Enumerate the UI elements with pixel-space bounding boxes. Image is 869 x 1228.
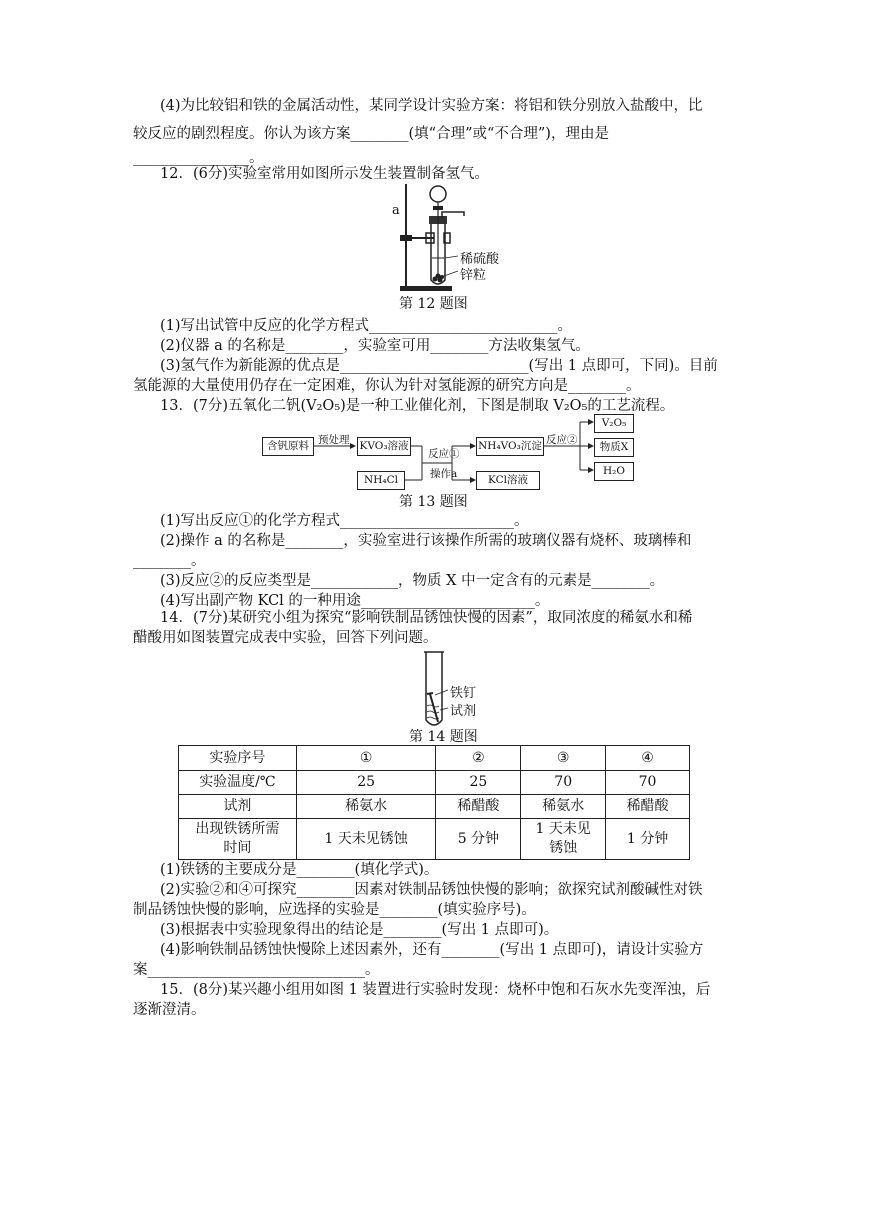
q11-4-line2: 较反应的剧烈程度。你认为该方案________(填“合理”或“不合理”)，理由是 xyxy=(133,126,609,142)
q13-part2-line2: ________。 xyxy=(133,553,206,569)
q12-label-a: a xyxy=(392,203,400,218)
table-cell: ③ xyxy=(521,746,606,771)
q13-part4: (4)写出副产物 KCl 的一种用途________________________。 xyxy=(160,593,550,609)
q14-label-reagent: 试剂 xyxy=(450,704,477,719)
q14-part3: (3)根据表中实验现象得出的结论是________(写出 1 点即可)。 xyxy=(160,922,559,938)
flow-box-substance-x: 物质X xyxy=(594,438,634,457)
table-cell: 1 天未见锈蚀 xyxy=(521,819,606,860)
flow-label-operation-a: 操作a xyxy=(430,468,458,480)
q14-part2-line1: (2)实验②和④可探究________因素对铁制品锈蚀快慢的影响；欲探究试剂酸碱性对铁 xyxy=(160,882,703,898)
table-row xyxy=(179,771,690,795)
table-cell: 稀醋酸 xyxy=(606,795,690,819)
table-cell: 5 分钟 xyxy=(436,819,521,860)
table-cell: 实验序号 xyxy=(179,746,297,771)
q13-part1: (1)写出反应①的化学方程式________________________。 xyxy=(160,513,529,529)
table-row xyxy=(179,746,690,771)
q11-4-line1: (4)为比较铝和铁的金属活动性，某同学设计实验方案：将铝和铁分别放入盐酸中，比 xyxy=(160,98,703,114)
q13-part2-line1: (2)操作 a 的名称是________，实验室进行该操作所需的玻璃仪器有烧杯、玻璃棒和 xyxy=(160,533,692,549)
table-cell: 稀醋酸 xyxy=(436,795,521,819)
q14-part4-line2: 案______________________________。 xyxy=(133,962,380,978)
flow-box-kcl-solution: KCl溶液 xyxy=(476,471,540,490)
flow-label-reaction1: 反应① xyxy=(428,448,460,460)
table-cell: 实验温度/℃ xyxy=(179,771,297,795)
q12-part3-line2: 氢能源的大量使用仍存在一定困难，你认为针对氢能源的研究方向是________。 xyxy=(133,378,641,394)
q14-part1: (1)铁锈的主要成分是________(填化学式)。 xyxy=(160,862,439,878)
q15-stem-line2: 逐渐澄清。 xyxy=(133,1002,206,1018)
q14-experiment-table xyxy=(178,745,690,860)
table-row xyxy=(179,795,690,819)
table-cell: 25 xyxy=(296,771,436,795)
table-cell: 稀氨水 xyxy=(521,795,606,819)
table-cell: 70 xyxy=(521,771,606,795)
q14-part2-line2: 制品锈蚀快慢的影响，应选择的实验是________(填实验序号)。 xyxy=(133,902,536,918)
flow-box-nh4cl: NH₄Cl xyxy=(357,471,405,490)
q12-apparatus-figure xyxy=(386,180,516,295)
q13-caption: 第 13 题图 xyxy=(399,494,468,510)
table-cell: 25 xyxy=(436,771,521,795)
q14-stem-line1: 14．(7分)某研究小组为探究“影响铁制品锈蚀快慢的因素”，取同浓度的稀氨水和稀 xyxy=(160,610,693,626)
q12-label-zinc: 锌粒 xyxy=(460,268,487,283)
table-row xyxy=(179,819,690,860)
q14-label-nail: 铁钉 xyxy=(450,686,477,701)
q13-part3: (3)反应②的反应类型是____________，物质 X 中一定含有的元素是________。 xyxy=(160,573,665,589)
q15-stem-line1: 15．(8分)某兴趣小组用如图 1 装置进行实验时发现：烧杯中饱和石灰水先变浑浊，后 xyxy=(160,982,711,998)
table-cell: 试剂 xyxy=(179,795,297,819)
q14-part4-line1: (4)影响铁制品锈蚀快慢除上述因素外，还有________(写出 1 点即可)，请设计实验方 xyxy=(160,942,704,958)
q12-part2: (2)仪器 a 的名称是________，实验室可用________方法收集氢气。 xyxy=(160,338,590,354)
flow-box-nh4vo3-precipitate: NH₄VO₃沉淀 xyxy=(476,437,544,456)
table-cell: ② xyxy=(436,746,521,771)
q12-caption: 第 12 题图 xyxy=(399,296,468,312)
table-cell: 70 xyxy=(606,771,690,795)
q13-stem: 13．(7分)五氧化二钒(V₂O₅)是一种工业催化剂，下图是制取 V₂O₅的工艺流程。 xyxy=(160,398,675,414)
q11-4-line3: ________________。 xyxy=(133,150,264,166)
q12-part1: (1)写出试管中反应的化学方程式__________________________。 xyxy=(160,318,573,334)
table-cell: ④ xyxy=(606,746,690,771)
flow-box-raw-material: 含钒原料 xyxy=(262,437,314,456)
flow-box-v2o5: V₂O₅ xyxy=(594,414,634,433)
q12-stem: 12．(6分)实验室常用如图所示发生装置制备氢气。 xyxy=(160,166,489,182)
q12-part3-line1: (3)氢气作为新能源的优点是__________________________(写出 1 点即可，下同)。目前 xyxy=(160,358,718,374)
flow-label-pretreat: 预处理 xyxy=(318,434,350,446)
flow-box-kvo3: KVO₃溶液 xyxy=(357,437,411,456)
table-cell: 1 天未见锈蚀 xyxy=(296,819,436,860)
table-cell: 出现铁锈所需时间 xyxy=(179,819,297,860)
table-cell: 稀氨水 xyxy=(296,795,436,819)
table-cell: ① xyxy=(296,746,436,771)
q14-stem-line2: 醋酸用如图装置完成表中实验，回答下列问题。 xyxy=(133,630,438,646)
flow-label-reaction2: 反应② xyxy=(546,434,578,446)
flow-box-h2o: H₂O xyxy=(594,462,634,481)
table-cell: 1 分钟 xyxy=(606,819,690,860)
q14-caption: 第 14 题图 xyxy=(409,729,478,745)
q12-label-acid: 稀硫酸 xyxy=(460,252,500,267)
